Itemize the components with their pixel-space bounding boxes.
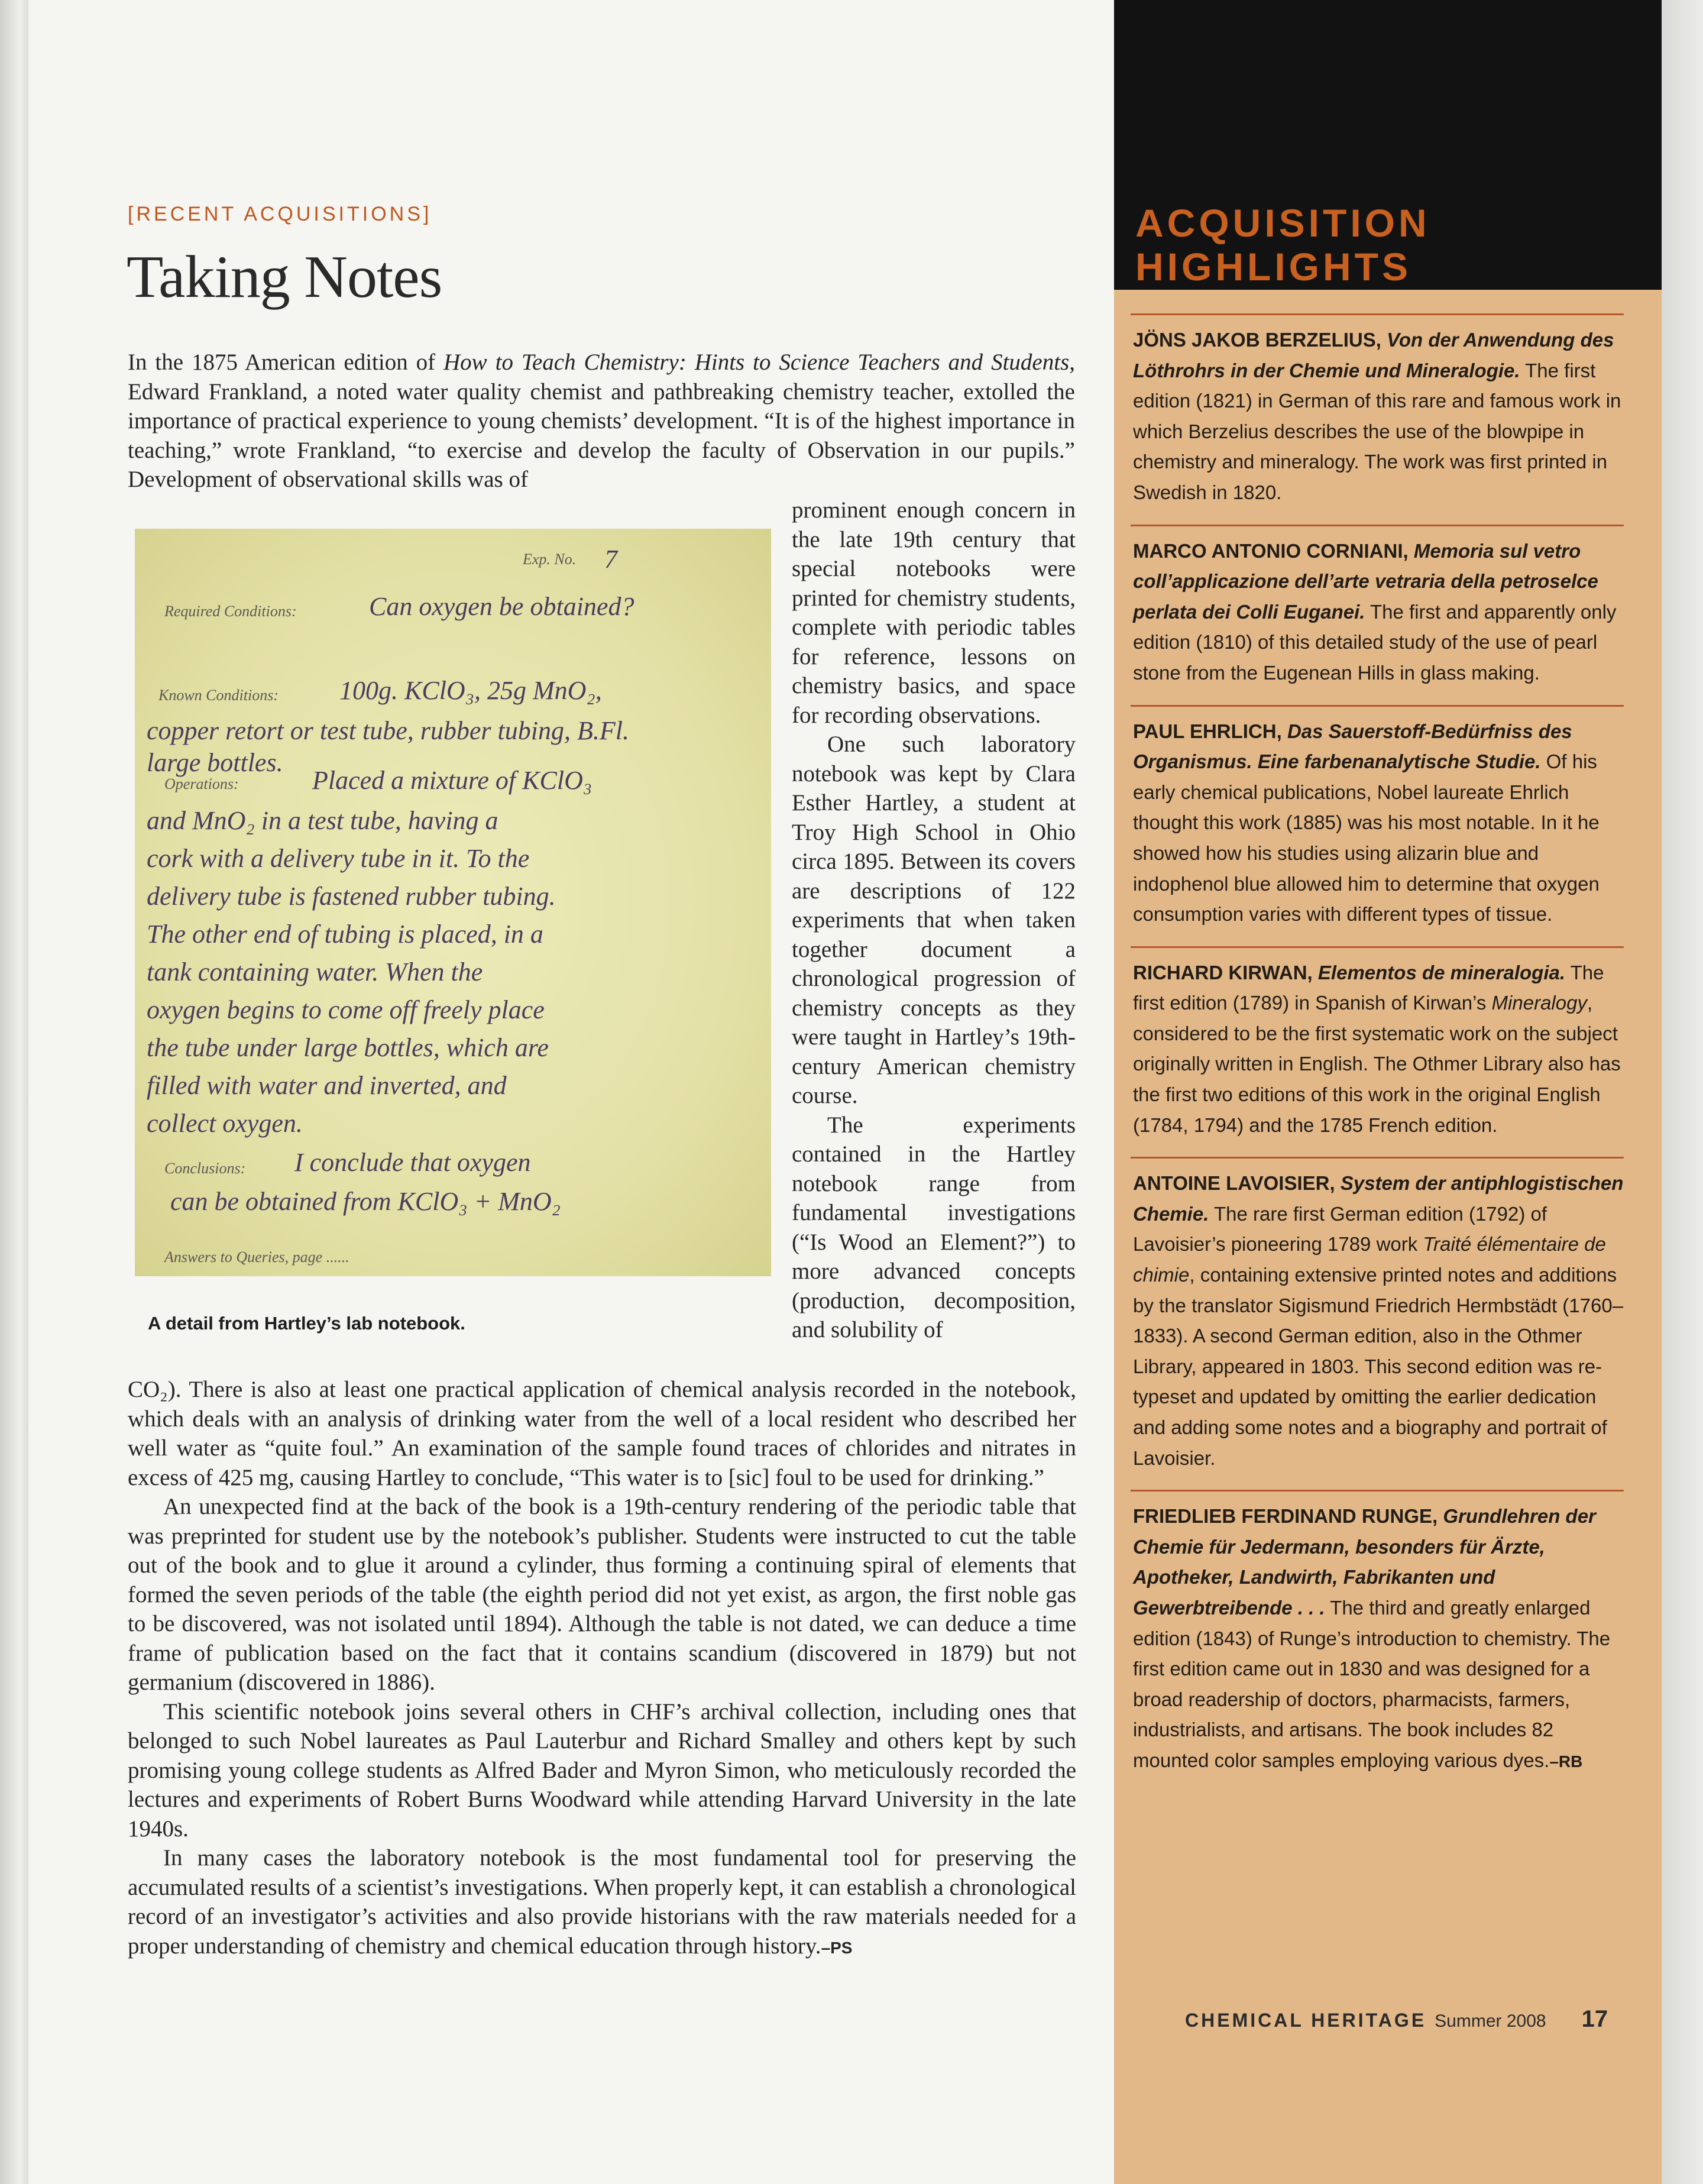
sidebar-entry <box>1131 525 1624 705</box>
article-signature: –PS <box>821 1938 853 1957</box>
notebook-answers-label: Answers to Queries, page ...... <box>164 1248 349 1266</box>
intro-text-a: In the 1875 American edition of <box>128 350 444 375</box>
notebook-operations-line: and MnO₂ in a test tube, having a <box>147 806 498 835</box>
acquisition-sidebar <box>1114 0 1662 2184</box>
entry-book-title: Grundlehren der Chemie für Jedermann, besonders für Ärzte, Apotheker, Landwirth, Fabrikanten und Gewerbtreibende . . . <box>1133 1505 1596 1619</box>
notebook-required-label: Required Conditions: <box>164 603 297 620</box>
sidebar-entry <box>1131 705 1624 946</box>
entry-author: FRIEDLIEB FERDINAND RUNGE, <box>1133 1505 1438 1528</box>
page-footer <box>1185 2006 1608 2033</box>
notebook-known-line: 100g. KClO₃, 25g MnO₂, <box>339 676 602 705</box>
notebook-page-drawing <box>135 529 771 1276</box>
bottom-paragraph-3: This scientific notebook joins several others in CHF’s archival collection, including ones that belonged to such Nobel laureates as Paul Lauterbur and Richard Smalley and others kept by such promising young college students as Alfred Bader and Myron Simon, who meticulously recorded the lectures and experiments of Robert Burns Woodward while attending Harvard University in the late 1940s. <box>128 1698 1076 1842</box>
intro-book-title: How to Teach Chemistry: Hints to Science Teachers and Students <box>443 350 1070 375</box>
notebook-known-line: large bottles. <box>147 748 283 777</box>
entry-text: , containing extensive printed notes and additions by the translator Sigismund Friedrich Hermbstädt (1760–1833). A second German edition, also in the Othmer Library, appeared in 1803. This second edition was re-typeset and updated by omitting the earlier dedication and adding some notes and a biography and portrait of Lavoisier. <box>1133 1264 1624 1469</box>
article-title: Taking Notes <box>127 244 442 310</box>
notebook-operations-line: the tube under large bottles, which are <box>147 1033 549 1062</box>
page-binding <box>0 0 28 2184</box>
intro-text-b: , Edward Frankland, a noted water quality chemist and pathbreaking chemistry teacher, extolled the importance of practical experience to young chemists’ development. “It is of the highest importance in teaching,” wrote Frankland, “to exercise and develop the faculty of Observation in our pupils.” Development of observational skills was of <box>128 350 1075 492</box>
entry-author: RICHARD KIRWAN, <box>1133 961 1313 983</box>
section-tag: [RECENT ACQUISITIONS] <box>128 203 432 225</box>
notebook-known-line: copper retort or test tube, rubber tubing, B.Fl. <box>147 716 629 745</box>
entry-text-italic: Traité élémentaire de chimie <box>1133 1233 1606 1286</box>
notebook-operations-line: The other end of tubing is placed, in a <box>147 920 543 949</box>
notebook-image <box>135 529 771 1276</box>
side-paragraph-1: prominent enough concern in the late 19th century that special notebooks were printed for chemistry students, complete with periodic tables for reference, lessons on chemistry basics, and space for recording observations. <box>792 497 1076 728</box>
notebook-operations-line: tank containing water. When the <box>147 957 483 986</box>
sidebar-entries <box>1131 313 1624 1794</box>
sidebar-entry <box>1131 1490 1624 1793</box>
entry-text: , considered to be the first systematic work on the subject originally written in English. The Othmer Library also has the first two editions of this work in the original English (1784, 1794) and the 1785 French edition. <box>1133 992 1621 1136</box>
entry-text: The third and greatly enlarged edition (1843) of Runge’s introduction to chemistry. The first edition came out in 1830 and was designed for a broad readership of doctors, pharmacists, farmers, industrialists, and artisans. The book includes 82 mounted color samples employing various dyes. <box>1133 1596 1611 1771</box>
sidebar-entry <box>1131 1157 1624 1490</box>
entry-text-lead: The first edition (1789) in Spanish of Kirwan’s <box>1133 961 1604 1014</box>
entry-book-title: Memoria sul vetro coll’applicazione dell’arte vetraria della petroselce perlata dei Colli Euganei. <box>1133 539 1598 623</box>
side-column <box>792 496 1076 1345</box>
sidebar-entry <box>1131 313 1624 525</box>
notebook-operations-line: cork with a delivery tube in it. To the <box>147 844 530 873</box>
magazine-name: CHEMICAL HERITAGE <box>1185 2010 1427 2031</box>
bottom-paragraph-4: In many cases the laboratory notebook is the most fundamental tool for preserving the accumulated results of a scientist’s investigations. When properly kept, it can establish a chronological record of an investigator’s activities and also provide historians with the raw materials needed for a proper understanding of chemistry and chemical education through history. <box>128 1845 1076 1959</box>
notebook-operations-first: Placed a mixture of KClO₃ <box>312 766 593 795</box>
notebook-operations-line: filled with water and inverted, and <box>147 1071 507 1100</box>
notebook-conclusions-second: can be obtained from KClO₃ + MnO₂ <box>170 1187 561 1216</box>
notebook-operations-line: delivery tube is fastened rubber tubing. <box>147 882 556 911</box>
entry-text: The first edition (1821) in German of this rare and famous work in which Berzelius describes the use of the blowpipe in chemistry and mineralogy. The work was first printed in Swedish in 1820. <box>1133 359 1621 503</box>
entry-text-lead: The rare first German edition (1792) of Lavoisier’s pioneering 1789 work <box>1133 1202 1547 1256</box>
sidebar-heading: ACQUISITION HIGHLIGHTS <box>1135 201 1430 289</box>
notebook-required-text: Can oxygen be obtained? <box>369 592 634 621</box>
intro-paragraph <box>128 348 1075 494</box>
entry-book-title: Elementos de mineralogia. <box>1317 961 1566 983</box>
side-paragraph-2: One such laboratory notebook was kept by Clara Esther Hartley, a student at Troy High School in Ohio circa 1895. Between its covers are descriptions of 122 experiments that when taken together document a chronological progression of chemistry concepts as they were taught in Hartley’s 19th-century American chemistry course. <box>792 732 1076 1108</box>
notebook-exp-number: 7 <box>604 545 617 574</box>
notebook-exp-label: Exp. No. <box>523 551 577 568</box>
notebook-conclusions-label: Conclusions: <box>164 1160 246 1177</box>
notebook-operations-label: Operations: <box>164 775 239 792</box>
entry-author: JÖNS JAKOB BERZELIUS, <box>1133 329 1381 351</box>
entry-author: ANTOINE LAVOISIER, <box>1133 1172 1335 1195</box>
sidebar-entry <box>1131 946 1624 1157</box>
notebook-known-label: Known Conditions: <box>158 687 279 704</box>
entry-book-title: System der antiphlogistischen Chemie. <box>1133 1172 1624 1225</box>
entry-author: MARCO ANTONIO CORNIANI, <box>1133 539 1409 562</box>
entry-book-title: Von der Anwendung des Löthrohrs in der Chemie und Mineralogie. <box>1133 329 1614 381</box>
notebook-operations-line: collect oxygen. <box>147 1109 303 1138</box>
notebook-operations-line: oxygen begins to come off freely place <box>147 995 545 1024</box>
entry-author: PAUL EHRLICH, <box>1133 720 1282 742</box>
entry-signature: –RB <box>1549 1752 1583 1771</box>
entry-text: Of his early chemical publications, Nobel laureate Ehrlich thought this work (1885) was his most notable. In it he showed how his studies using alizarin blue and indophenol blue allowed him to determine that oxygen consumption varies with different types of tissue. <box>1133 750 1600 926</box>
bottom-paragraph-1: CO₂). There is also at least one practical application of chemical analysis recorded in the notebook, which deals with an analysis of drinking water from the well of a local resident who described her well water as “quite foul.” An examination of the sample found traces of chlorides and nitrates in excess of 425 mg, causing Hartley to conclude, “This water is to [sic] foul to be used for drinking.” <box>128 1377 1076 1490</box>
notebook-conclusions-first: I conclude that oxygen <box>294 1148 531 1177</box>
image-caption: A detail from Hartley’s lab notebook. <box>148 1313 465 1334</box>
side-paragraph-3: The experiments contained in the Hartley notebook range from fundamental investigations (“Is Wood an Element?”) to more advanced concepts (production, decomposition, and solubility of <box>792 1112 1076 1342</box>
main-column-bottom <box>128 1375 1076 1962</box>
entry-text: The first and apparently only edition (1810) of this detailed study of the use of pearl stone from the Eugenean Hills in glass making. <box>1133 600 1617 684</box>
entry-book-title: Das Sauerstoff-Bedürfniss des Organismus. Eine farbenanalytische Studie. <box>1133 720 1572 773</box>
bottom-paragraph-2: An unexpected find at the back of the book is a 19th-century rendering of the periodic table that was preprinted for student use by the notebook’s publisher. Students were instructed to cut the table out of the book and to glue it around a cylinder, thus forming a continuing spiral of elements that formed the seven periods of the table (the eighth period did not yet exist, as argon, the first noble gas to be discovered, was not isolated until 1894). Although the table is not dated, we can deduce a time frame of publication based on the fact that it contains scandium (discovered in 1879) but not germanium (discovered in 1886). <box>128 1494 1076 1695</box>
entry-text-italic: Mineralogy <box>1491 992 1587 1014</box>
page-number: 17 <box>1581 2006 1608 2032</box>
issue-season: Summer 2008 <box>1435 2011 1546 2031</box>
page-edge <box>1662 0 1703 2184</box>
